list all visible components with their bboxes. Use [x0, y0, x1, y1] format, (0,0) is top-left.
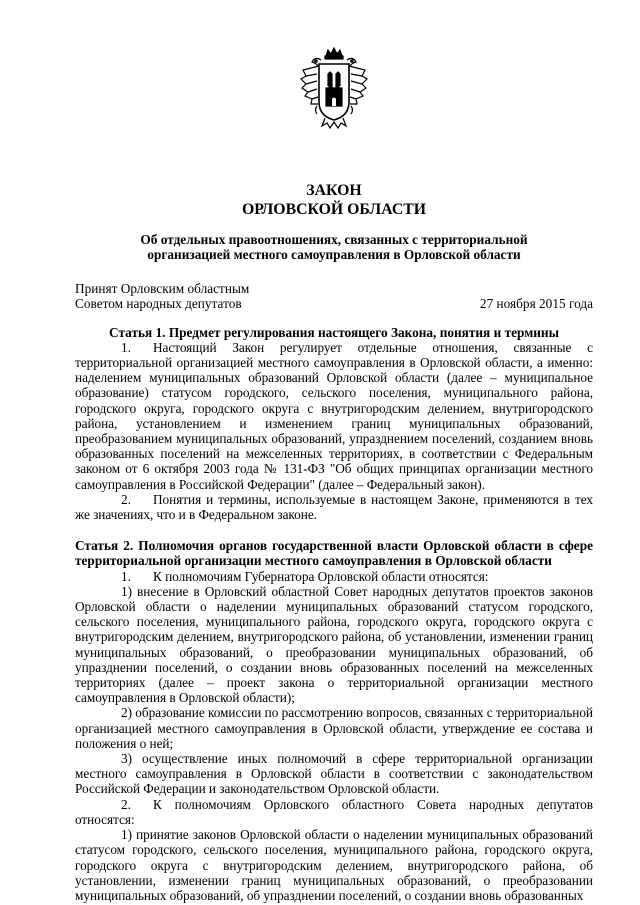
- paragraph-number: 1.: [121, 339, 131, 355]
- law-subtitle: Об отдельных правоотношениях, связанных с территориальной организацией местного самоуправления в Орловской области: [140, 232, 528, 262]
- paragraph-number: 2.: [121, 491, 131, 507]
- oryol-oblast-coat-of-arms-icon: [297, 46, 371, 132]
- article-2-paragraph-1: [75, 569, 593, 584]
- adoption-block: [75, 281, 593, 312]
- article-2-item-3: 3) осуществление иных полномочий в сфере территориальной организации местного самоуправления в Орловской области в соответствии с законодательством Российской Федерации и законодательством Орловской области.: [75, 751, 593, 797]
- law-title: [75, 181, 593, 219]
- article-2-paragraph-2: [75, 797, 593, 827]
- article-2-heading: Статья 2. Полномочия органов государственной власти Орловской области в сфере территориальной организации местного самоуправления в Орловской области: [75, 538, 593, 569]
- law-title-line1: ЗАКОН: [306, 182, 362, 199]
- adoption-date: 27 ноября 2015 года: [479, 296, 593, 312]
- article-1-paragraph-1: [75, 340, 593, 492]
- article-1-heading: Статья 1. Предмет регулирования настоящего Закона, понятия и термины: [109, 324, 559, 340]
- article-1-paragraph-2: [75, 492, 593, 522]
- article-2-item-1: 1) внесение в Орловский областной Совет народных депутатов проектов законов Орловской области о наделении муниципальных образований статусом городского, сельского поселения, муниципального района, городского округа, городского округа с внутригородским делением, внутригородского района, об установлении, изменении границ муниципальных образований, о преобразовании муниципальных образований, об упразднении поселений, о создании вновь образованных поселений на межселенных территориях (далее – проект закона о территориальной организации местного самоуправления в Орловской области);: [75, 583, 593, 706]
- paragraph-text: Понятия и термины, используемые в настоящем Законе, применяются в тех же значениях, что и в Федеральном законе.: [75, 491, 593, 523]
- article-2-item-2: 2) образование комиссии по рассмотрению вопросов, связанных с территориальной организацией местного самоуправления в Орловской области, утверждение ее состава и положения о ней;: [75, 705, 593, 751]
- paragraph-text: К полномочиям Губернатора Орловской области относятся:: [153, 568, 489, 584]
- law-title-line2: ОРЛОВСКОЙ ОБЛАСТИ: [241, 201, 427, 218]
- paragraph-number: 2.: [121, 796, 131, 812]
- adopted-by-line1: Принят Орловским областным: [75, 281, 250, 296]
- paragraph-number: 1.: [121, 568, 131, 584]
- paragraph-text: Настоящий Закон регулирует отдельные отношения, связанные с территориальной организацией местного самоуправления в Орловской области, а именно: наделением муниципальных образований Орловской области (далее – муниципальное образование) статусом городского, сельского поселения, муниципального района, городского округа, городского округа с внутригородским делением, внутригородского района, установлением и изменением границ муниципальных образований, преобразованием муниципальных образований, упразднением поселений, созданием вновь образованных поселений на межселенных территориях, в соответствии с Федеральным законом от 6 октября 2003 года № 131-ФЗ "Об общих принципах организации местного самоуправления в Российской Федерации" (далее – Федеральный закон).: [75, 339, 593, 492]
- adoption-row: [75, 296, 593, 311]
- article-2-paragraph-2-item-1: 1) принятие законов Орловской области о наделении муниципальных образований статусом городского, сельского поселения, муниципального района, городского округа, городского округа с внутригородским делением, внутригородского района, об установлении, изменении границ муниципальных образований, о преобразовании муниципальных образований, об упразднении поселений, о создании вновь образованных: [75, 827, 593, 903]
- paragraph-text: К полномочиям Орловского областного Совета народных депутатов относятся:: [75, 796, 593, 827]
- adopted-by-line2: Советом народных депутатов: [75, 296, 242, 312]
